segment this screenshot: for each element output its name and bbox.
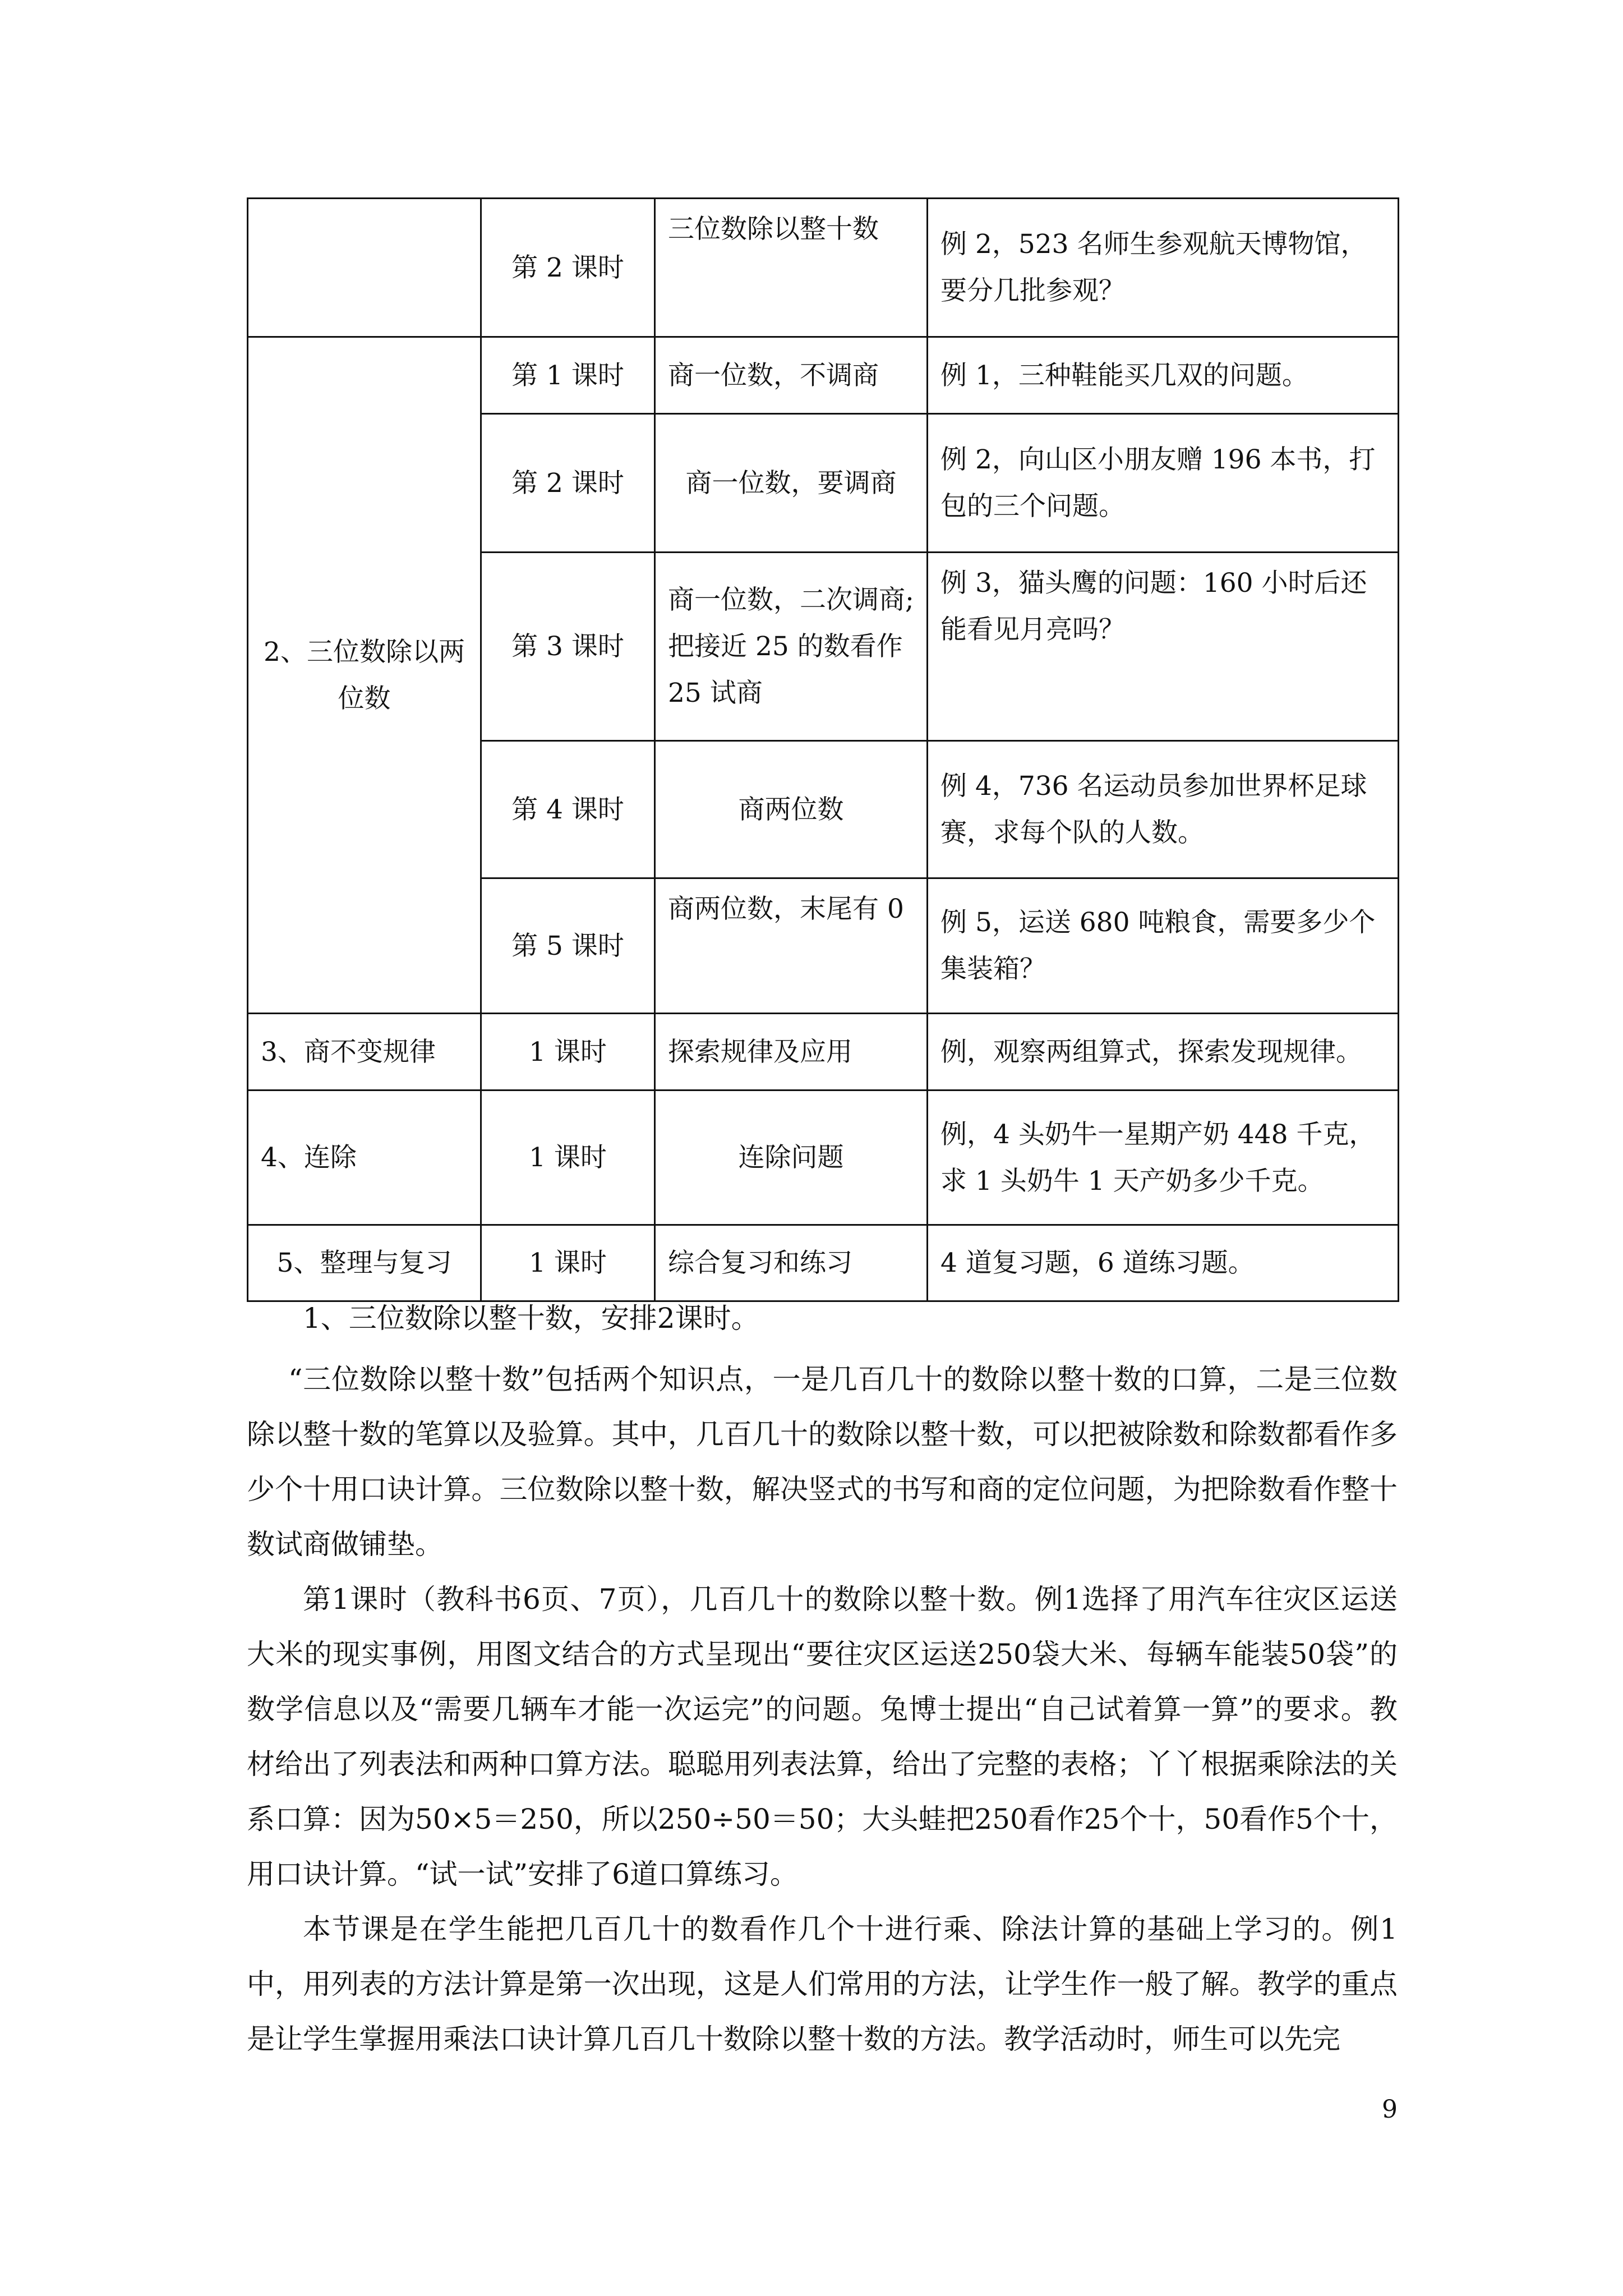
lesson-cell: 1 课时 (481, 1091, 655, 1225)
example-cell: 例 5，运送 680 吨粮食，需要多少个集装箱？ (928, 878, 1399, 1014)
page-number: 9 (1382, 2095, 1398, 2124)
lesson-cell: 第 1 课时 (481, 337, 655, 414)
table-row (248, 199, 1399, 337)
example-cell: 例 2，向山区小朋友赠 196 本书，打包的三个问题。 (928, 414, 1399, 553)
section-cell (248, 199, 481, 337)
paragraph: 1、三位数除以整十数，安排2课时。 (303, 1302, 759, 1335)
content-cell: 综合复习和练习 (655, 1225, 928, 1301)
content-cell: 商两位数，末尾有 0 (655, 878, 928, 1014)
section-cell: 3、商不变规律 (248, 1014, 481, 1091)
content-cell: 商一位数，二次调商;把接近 25 的数看作 25 试商 (655, 553, 928, 741)
table-row (248, 1091, 1399, 1225)
example-cell: 4 道复习题，6 道练习题。 (928, 1225, 1399, 1301)
example-cell: 例，观察两组算式，探索发现规律。 (928, 1014, 1399, 1091)
body-text (247, 1297, 1398, 2067)
lesson-cell: 第 4 课时 (481, 741, 655, 878)
lesson-plan-table (247, 197, 1399, 1302)
section-cell: 4、连除 (248, 1091, 481, 1225)
content-cell: 连除问题 (655, 1091, 928, 1225)
paragraph: 第1课时（教科书6页、7页），几百几十的数除以整十数。例1选择了用汽车往灾区运送大米的现实事例，用图文结合的方式呈现出“要往灾区运送250袋大米、每辆车能装50袋”的数学信息以及“需要几辆车才能一次运完”的问题。兔博士提出“自己试着算一算”的要求。教材给出了列表法和两种口算方法。聪聪用列表法算，给出了完整的表格；丫丫根据乘除法的关系口算：因为50×5＝250，所以250÷50＝50；大头蛙把250看作25个十，50看作5个十，用口诀计算。“试一试”安排了6道口算练习。 (247, 1583, 1398, 1890)
example-cell: 例 2，523 名师生参观航天博物馆，要分几批参观？ (928, 199, 1399, 337)
table-row (248, 1225, 1399, 1301)
content-cell: 商两位数 (655, 741, 928, 878)
lesson-cell: 第 3 课时 (481, 553, 655, 741)
table-row (248, 1014, 1399, 1091)
example-cell: 例 4，736 名运动员参加世界杯足球赛，求每个队的人数。 (928, 741, 1399, 878)
section-cell: 5、整理与复习 (248, 1225, 481, 1301)
content-cell: 三位数除以整十数 (655, 199, 928, 337)
lesson-cell: 1 课时 (481, 1014, 655, 1091)
table-row (248, 337, 1399, 414)
content-cell: 商一位数，要调商 (655, 414, 928, 553)
lesson-cell: 第 2 课时 (481, 414, 655, 553)
paragraph: 本节课是在学生能把几百几十的数看作几个十进行乘、除法计算的基础上学习的。例1中，用列表的方法计算是第一次出现，这是人们常用的方法，让学生作一般了解。教学的重点是让学生掌握用乘法口诀计算几百几十数除以整十数的方法。教学活动时，师生可以先完 (247, 1913, 1398, 2055)
lesson-cell: 1 课时 (481, 1225, 655, 1301)
example-cell: 例 1，三种鞋能买几双的问题。 (928, 337, 1399, 414)
content-cell: 探索规律及应用 (655, 1014, 928, 1091)
section-cell: 2、三位数除以两位数 (248, 337, 481, 1014)
content-cell: 商一位数，不调商 (655, 337, 928, 414)
lesson-cell: 第 5 课时 (481, 878, 655, 1014)
lesson-cell: 第 2 课时 (481, 199, 655, 337)
example-cell: 例 3，猫头鹰的问题：160 小时后还能看见月亮吗？ (928, 553, 1399, 741)
example-cell: 例，4 头奶牛一星期产奶 448 千克，求 1 头奶牛 1 天产奶多少千克。 (928, 1091, 1399, 1225)
paragraph: “三位数除以整十数”包括两个知识点，一是几百几十的数除以整十数的口算，二是三位数除以整十数的笔算以及验算。其中，几百几十的数除以整十数，可以把被除数和除数都看作多少个十用口诀计算。三位数除以整十数，解决竖式的书写和商的定位问题，为把除数看作整十数试商做铺垫。 (247, 1363, 1398, 1561)
